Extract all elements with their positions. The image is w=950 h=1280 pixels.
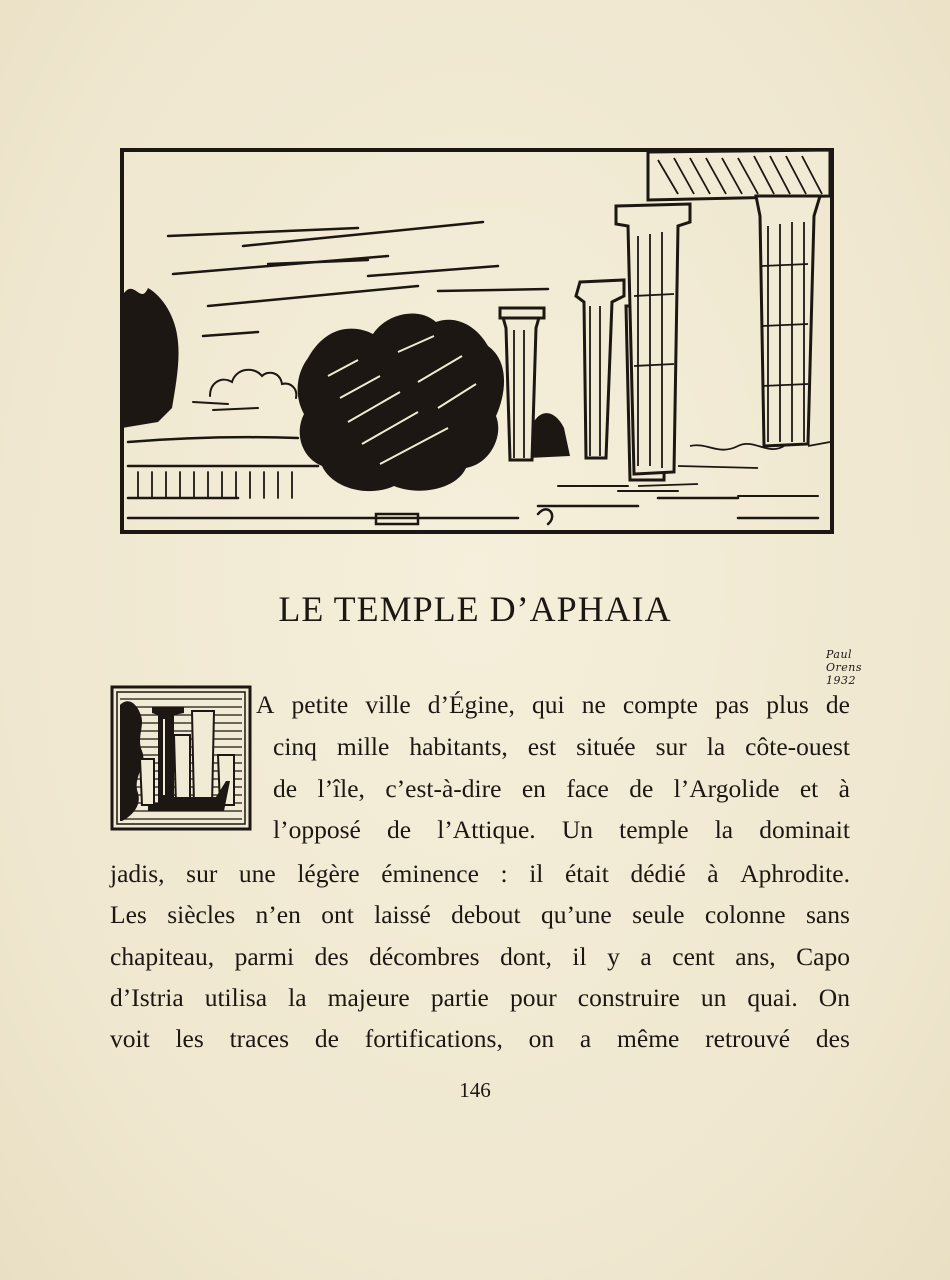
- word: l’Attique.: [437, 815, 536, 844]
- word: ne: [581, 690, 606, 719]
- word: c’est-à-dire: [385, 774, 502, 803]
- word: l’opposé: [273, 815, 361, 844]
- word: l’Argolide: [673, 774, 780, 803]
- word: qui: [532, 690, 565, 719]
- word: petite: [291, 690, 349, 719]
- word: les: [175, 1024, 204, 1053]
- word: dont,: [500, 942, 552, 971]
- word: sur: [655, 732, 687, 761]
- word: de: [386, 815, 412, 844]
- body-line-6: [110, 897, 850, 933]
- body-line-3: [273, 771, 850, 807]
- word: Les: [110, 900, 147, 929]
- word: à: [838, 774, 850, 803]
- word: :: [500, 859, 508, 888]
- word: On: [818, 983, 850, 1012]
- word: à: [707, 859, 719, 888]
- word: ans,: [735, 942, 776, 971]
- word: cinq: [273, 732, 317, 761]
- word: ville: [365, 690, 411, 719]
- word: l’île,: [317, 774, 365, 803]
- word: seule: [632, 900, 685, 929]
- word: Aphrodite.: [740, 859, 850, 888]
- word: est: [527, 732, 557, 761]
- body-line-4: [273, 812, 850, 848]
- word: située: [576, 732, 636, 761]
- word: voit: [110, 1024, 150, 1053]
- word: compte: [622, 690, 698, 719]
- word: de: [273, 774, 298, 803]
- word: décombres: [369, 942, 480, 971]
- word: cent: [672, 942, 715, 971]
- word: mille: [336, 732, 390, 761]
- word: Capo: [796, 942, 850, 971]
- word: de: [629, 774, 654, 803]
- word: quai.: [747, 983, 798, 1012]
- word: A: [256, 690, 275, 719]
- word: sur: [186, 859, 218, 888]
- word: des: [815, 1024, 850, 1053]
- word: il: [529, 859, 544, 888]
- word: pour: [509, 983, 557, 1012]
- word: majeure: [327, 983, 410, 1012]
- word: était: [564, 859, 609, 888]
- word: sans: [805, 900, 850, 929]
- word: d’Istria: [110, 983, 184, 1012]
- artist-signature: Paul Orens 1932: [826, 648, 863, 687]
- word: chapiteau,: [110, 942, 215, 971]
- word: Un: [561, 815, 593, 844]
- word: de: [825, 690, 850, 719]
- body-line-2: [273, 729, 850, 765]
- word: plus: [766, 690, 809, 719]
- word: colonne: [704, 900, 786, 929]
- word: ont: [321, 900, 354, 929]
- word: d’Égine,: [427, 690, 515, 719]
- word: face: [566, 774, 609, 803]
- word: on: [528, 1024, 555, 1053]
- word: la: [714, 815, 734, 844]
- word: fortifications,: [364, 1024, 503, 1053]
- word: laissé: [374, 900, 431, 929]
- chapter-title: LE TEMPLE D’APHAIA: [278, 589, 672, 629]
- word: il: [572, 942, 587, 971]
- word: des: [314, 942, 349, 971]
- word: y: [607, 942, 620, 971]
- word: dominait: [759, 815, 850, 844]
- page-number: 146: [459, 1078, 491, 1102]
- body-line-7: [110, 939, 850, 975]
- word: a: [640, 942, 652, 971]
- word: qu’une: [540, 900, 612, 929]
- word: parmi: [234, 942, 295, 971]
- word: a: [579, 1024, 592, 1053]
- body-line-9: [110, 1021, 850, 1057]
- word: n’en: [255, 900, 301, 929]
- drop-cap-initial: [110, 685, 252, 831]
- word: de: [314, 1024, 339, 1053]
- word: debout: [451, 900, 521, 929]
- word: dédié: [630, 859, 686, 888]
- word: en: [521, 774, 546, 803]
- word: et: [799, 774, 819, 803]
- word: la: [706, 732, 726, 761]
- word: temple: [619, 815, 689, 844]
- word: jadis,: [110, 859, 165, 888]
- word: siècles: [167, 900, 236, 929]
- word: habitants,: [409, 732, 508, 761]
- word: une: [238, 859, 276, 888]
- word: traces: [229, 1024, 290, 1053]
- word: éminence: [381, 859, 479, 888]
- word: légère: [297, 859, 360, 888]
- body-line-5: [110, 856, 850, 892]
- word: même: [617, 1024, 680, 1053]
- body-line-8: [110, 980, 850, 1016]
- word: utilisa: [204, 983, 268, 1012]
- body-line-1: [256, 687, 850, 723]
- word: la: [288, 983, 307, 1012]
- word: pas: [715, 690, 750, 719]
- word: partie: [430, 983, 489, 1012]
- word: côte-ouest: [745, 732, 850, 761]
- word: un: [700, 983, 727, 1012]
- word: retrouvé: [705, 1024, 791, 1053]
- word: construire: [577, 983, 680, 1012]
